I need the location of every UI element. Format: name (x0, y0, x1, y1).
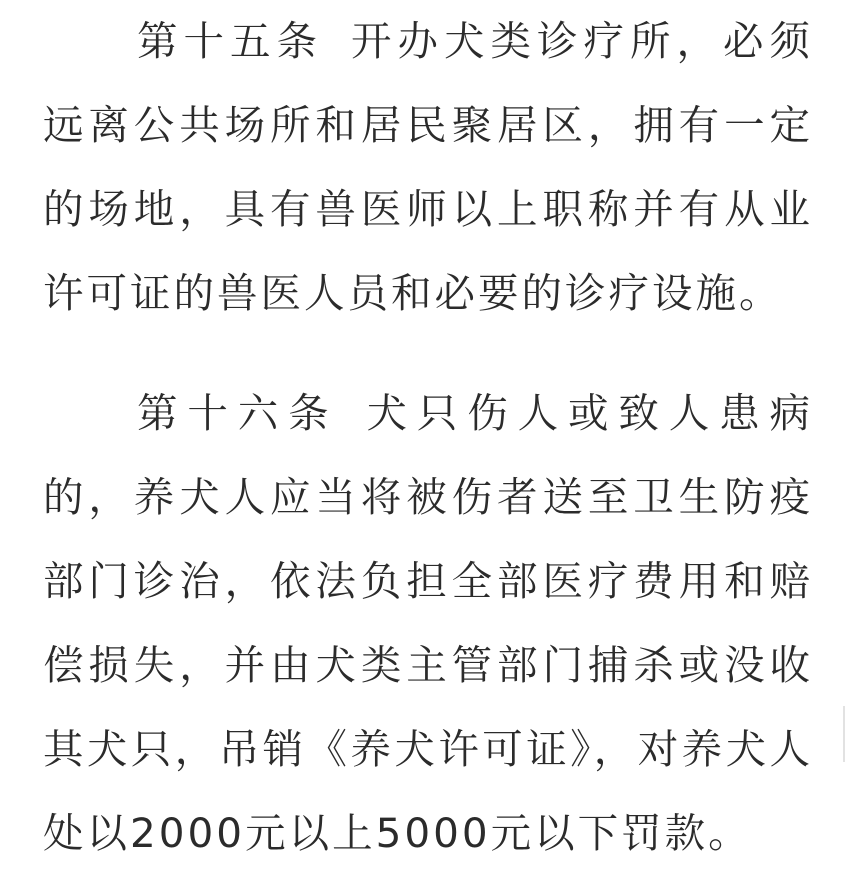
article-15-number: 第十五条 (137, 17, 323, 65)
article-16-number: 第十六条 (137, 389, 339, 437)
article-15 (43, 0, 813, 335)
article-15-text: 开办犬类诊疗所，必须远离公共场所和居民聚居区，拥有一定的场地，具有兽医师以上职称并有从业许可证的兽医人员和必要的诊疗设施。 (43, 17, 813, 317)
article-16 (43, 371, 813, 875)
article-16-text: 犬只伤人或致人患病的，养犬人应当将被伤者送至卫生防疫部门诊治，依法负担全部医疗费用和赔偿损失，并由犬类主管部门捕杀或没收其犬只，吊销《养犬许可证》，对养犬人处以2000元以上5000元以下罚款。 (43, 389, 813, 857)
